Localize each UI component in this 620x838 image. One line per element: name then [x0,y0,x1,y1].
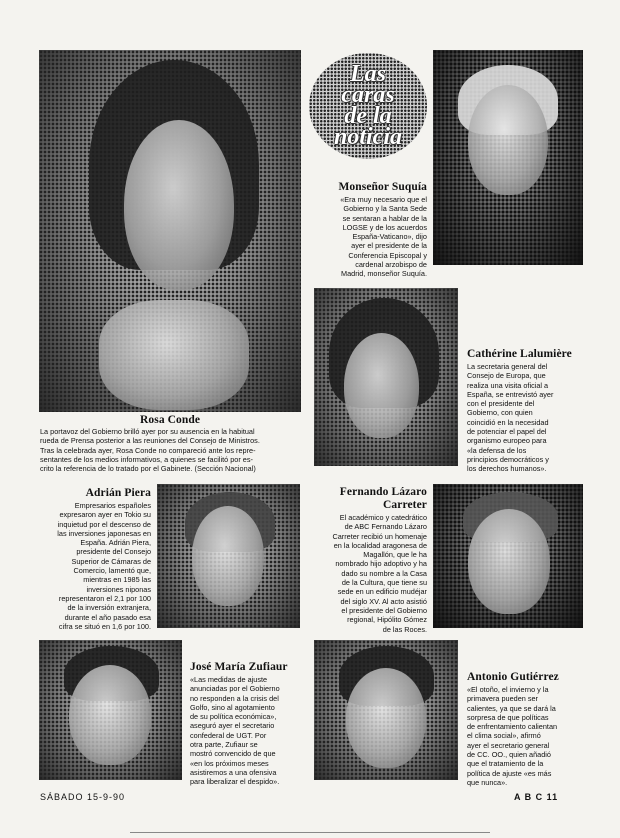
text-line: que nunca». [467,777,508,787]
text-line: organismo europeo para [467,436,547,446]
text-line: representaron el 2,1 por 100 [58,593,151,603]
headline-lazaro-carreter-2: Carreter [383,499,427,511]
text-line: «El otoño, el invierno y la [467,685,549,694]
text-line: de CC. OO., quien añadió [467,750,551,760]
text-line: de potenciar el papel del [467,427,547,437]
text-line: La secretaria general del [467,362,548,371]
text-line: asistiremos a una ofensiva [190,767,277,777]
text-line: Superior de Cámaras de [71,556,151,566]
text-line: Consejo de Europa, que [467,371,546,381]
text-line: La portavoz del Gobierno brilló ayer por su ausencia en la habitual [40,427,255,436]
headline-lazaro-carreter-1: Fernando Lázaro [339,486,427,498]
text-line: que el tratamiento de la [467,759,544,769]
badge-line-4: noticia [333,124,402,150]
text-lalumiere [467,362,553,474]
text-zufiaur [190,675,280,787]
text-line: el presidente del Gobierno [341,605,427,615]
text-line: LOGSE y de los acuerdos [342,222,427,232]
text-line: sede en un edificio mudéjar [337,587,427,597]
text-line: «Era muy necesario que el [340,195,427,204]
text-piera [57,501,151,631]
text-line: Madrid, monseñor Suquía. [341,269,427,279]
headline-rosa-conde: Rosa Conde [140,414,201,426]
photo-zufiaur [39,640,182,780]
footer-rule [130,832,490,833]
text-line: nombrado hijo adoptivo y ha [335,559,427,569]
photo-piera [157,484,300,628]
headline-lalumiere: Cathérine Lalumière [467,348,572,360]
text-line: realiza una visita oficial a [467,380,549,390]
badge-caras-noticia [309,53,427,159]
text-line: España. Adrián Piera, [80,538,151,548]
text-line: España-Vaticano», dijo [352,232,427,242]
text-line: coincidió en la necesidad [467,417,549,427]
headline-zufiaur: José María Zufiaur [190,661,288,673]
text-line: inquietud por el descenso de [57,519,151,529]
text-rosa-conde [40,427,260,473]
text-line: rueda de Prensa posterior a las reuniones del Consejo de Ministros. [40,436,260,446]
text-line: no responden a la crisis del [190,693,279,703]
text-line: de la inversión extranjera, [67,603,151,613]
text-line: otra parte, Zufiaur se [190,740,258,750]
headline-gutierrez: Antonio Gutiérrez [467,671,559,683]
text-line: inversiones niponas [86,584,151,594]
badge-line-3: de la [344,103,392,129]
text-line: Gobierno y la Santa Sede [343,204,427,214]
text-line: se sentaran a hablar de la [342,213,427,223]
text-line: los derechos humanos». [467,464,547,474]
text-line: dado su nombre a la Casa [341,568,427,578]
text-line: «en los próximos meses [190,758,269,768]
text-line: mostró convencido de que [190,749,276,759]
text-line: del siglo XV. Al acto asistió [340,596,427,606]
text-lazaro-carreter [332,513,427,634]
text-line: Golfo, sino al agotamiento [190,702,275,712]
text-line: cardenal arzobispo de [355,260,427,270]
footer-date: SÁBADO 15-9-90 [40,792,126,802]
badge-line-1: Las [350,61,386,87]
text-line: sorpresa de que políticas [467,712,549,722]
text-line: política de ajuste «es más [467,768,552,778]
text-line: con el presidente del [467,399,535,409]
text-line: ayer el secretario general [467,740,550,750]
text-line: en la localidad aragonesa de [333,540,427,550]
text-line: aseguró ayer el secretario [190,721,275,731]
text-line: presidente del Consejo [76,547,151,557]
text-line: sentantes de los medios informativos, a quienes se facilitó por es- [40,454,253,464]
text-line: España, se entrevistó ayer [467,389,554,399]
text-line: de ABC Fernando Lázaro [344,522,427,532]
text-line: el clima social», afirmó [467,731,541,741]
headline-piera: Adrián Piera [85,487,151,499]
text-suquia [340,195,427,279]
photo-lazaro-carreter [433,484,583,628]
text-line: Magallón, que le ha [363,550,427,560]
text-line: confederal de UGT. Por [190,730,267,740]
text-line: calientes, ya que se dará la [467,703,556,713]
text-line: mientras en 1985 las [83,575,151,585]
text-line: de su política económica», [190,712,277,722]
text-line: Gobierno, con quien [467,408,533,418]
headline-suquia: Monseñor Suquía [338,181,427,193]
text-line: Conferencia Episcopal y [348,250,427,260]
text-line: Comercio, lamentó que, [73,566,151,576]
photo-suquia [433,50,583,265]
text-line: «Las medidas de ajuste [190,675,268,684]
text-line: El académico y catedrático [339,513,427,522]
text-line: Carreter recibió un homenaje [332,531,427,541]
text-line: anunciadas por el Gobierno [190,684,280,694]
text-line: principios democráticos y [467,454,549,464]
text-line: de la Cultura, que tiene su [341,578,427,588]
text-line: crito la referencia de lo tratado por el Gabinete. (Sección Nacional) [40,464,256,474]
text-line: expresaron ayer en Tokio su [59,510,151,520]
text-line: para liberalizar el despido». [190,777,280,787]
text-line: Empresarios españoles [74,501,151,510]
text-line: cifra se situó en 1,6 por 100. [58,621,151,631]
photo-lalumiere [314,288,458,466]
photo-gutierrez [314,640,458,780]
badge-line-2: caras [341,82,395,108]
text-line: Tras la celebrada ayer, Rosa Conde no compareció ante los repre- [40,445,256,455]
text-line: primavera pueden ser [467,694,538,704]
text-line: regional, Hipólito Gómez [347,615,427,625]
text-line: ayer el presidente de la [351,241,427,251]
photo-rosa-conde [39,50,301,412]
text-line: las inversiones japonesas en [57,528,151,538]
text-line: de las Roces. [382,624,427,634]
text-line: durante el año pasado esa [64,612,151,622]
footer-page: A B C 11 [514,792,559,802]
text-line: «la defensa de los [467,445,527,455]
text-line: de enfrentamiento calientan [467,722,558,732]
text-gutierrez [467,685,557,787]
